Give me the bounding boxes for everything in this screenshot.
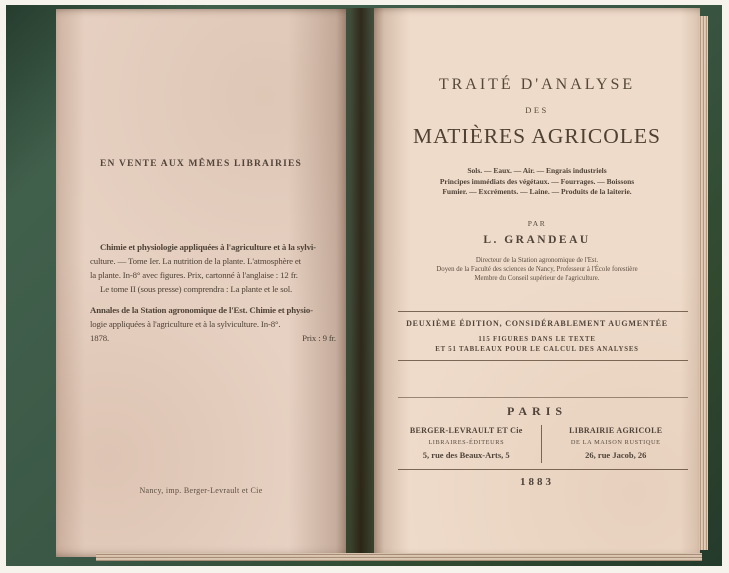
catalog-price: Prix : 9 fr. <box>302 333 336 343</box>
title-page <box>374 8 700 559</box>
catalog-price-line <box>90 331 336 345</box>
catalog-line: Le tome II (sous presse) comprendra : La plante et le sol. <box>100 284 293 294</box>
author-name: L. GRANDEAU <box>483 234 591 246</box>
author-title-line: Membre du Conseil supérieur de l'agriculture. <box>474 274 600 282</box>
catalog-line: la plante. In-8° avec figures. Prix, cartonné à l'anglaise : 12 fr. <box>90 270 298 280</box>
publisher-columns <box>392 425 690 463</box>
figures-note: 115 FIGURES DANS LE TEXTE <box>478 336 596 343</box>
printer-imprint: Nancy, imp. Berger-Levrault et Cie <box>139 486 263 495</box>
divider-rule <box>398 469 688 470</box>
divider-rule <box>398 397 688 398</box>
title-line-main: MATIÈRES AGRICOLES <box>413 124 661 148</box>
subject-line: Sols. — Eaux. — Air. — Engrais industriels <box>467 166 607 175</box>
page-fore-edge <box>699 16 708 550</box>
publication-year: 1883 <box>520 476 554 488</box>
publisher-address: 26, rue Jacob, 26 <box>585 450 647 460</box>
title-line-primary: TRAITÉ D'ANALYSE <box>438 76 636 93</box>
left-page <box>56 9 346 557</box>
imprint-city: PARIS <box>506 404 568 418</box>
catalog-advertisements <box>90 240 336 345</box>
divider-rule <box>398 311 688 312</box>
publisher-address: 5, rue des Beaux-Arts, 5 <box>422 450 510 460</box>
catalog-line: culture. — Tome Ier. La nutrition de la plante. L'atmosphère et <box>90 256 301 266</box>
publisher-right <box>541 425 691 463</box>
title-connector: DES <box>525 105 549 115</box>
left-page-heading: EN VENTE AUX MÊMES LIBRAIRIES <box>100 159 302 169</box>
divider-rule <box>398 360 688 361</box>
page-bottom-edge <box>96 553 702 561</box>
author-title-line: Doyen de la Faculté des sciences de Nancy, Professeur à l'École forestière <box>436 265 638 273</box>
subject-line: Principes immédiats des végétaux. — Fourrages. — Boissons <box>439 176 635 186</box>
publisher-left <box>392 425 541 463</box>
subject-list <box>374 166 700 198</box>
publisher-name: LIBRAIRIE AGRICOLE <box>569 426 663 435</box>
catalog-line: logie appliquées à l'agriculture et à la sylviculture. In-8°. <box>90 319 281 329</box>
catalog-line: Chimie et physiologie appliquées à l'agriculture et à la sylvi- <box>100 242 316 252</box>
publisher-name: BERGER-LEVRAULT ET Cie <box>409 426 523 435</box>
author-title-line: Directeur de la Station agronomique de l'Est. <box>475 257 599 264</box>
tables-note: ET 51 TABLEAUX POUR LE CALCUL DES ANALYSES <box>435 346 639 353</box>
publisher-role: LIBRAIRES-ÉDITEURS <box>428 439 505 446</box>
edition-statement: DEUXIÈME ÉDITION, CONSIDÉRABLEMENT AUGMENTÉE <box>406 319 668 328</box>
catalog-year: 1878. <box>90 333 110 343</box>
catalog-line: Annales de la Station agronomique de l'Est. Chimie et physio- <box>90 305 313 315</box>
subject-line: Fumier. — Excréments. — Laine. — Produits de la laiterie. <box>442 187 632 196</box>
author-titles <box>374 257 700 283</box>
publisher-role: DE LA MAISON RUSTIQUE <box>570 439 661 446</box>
byline-par: PAR <box>527 219 547 228</box>
